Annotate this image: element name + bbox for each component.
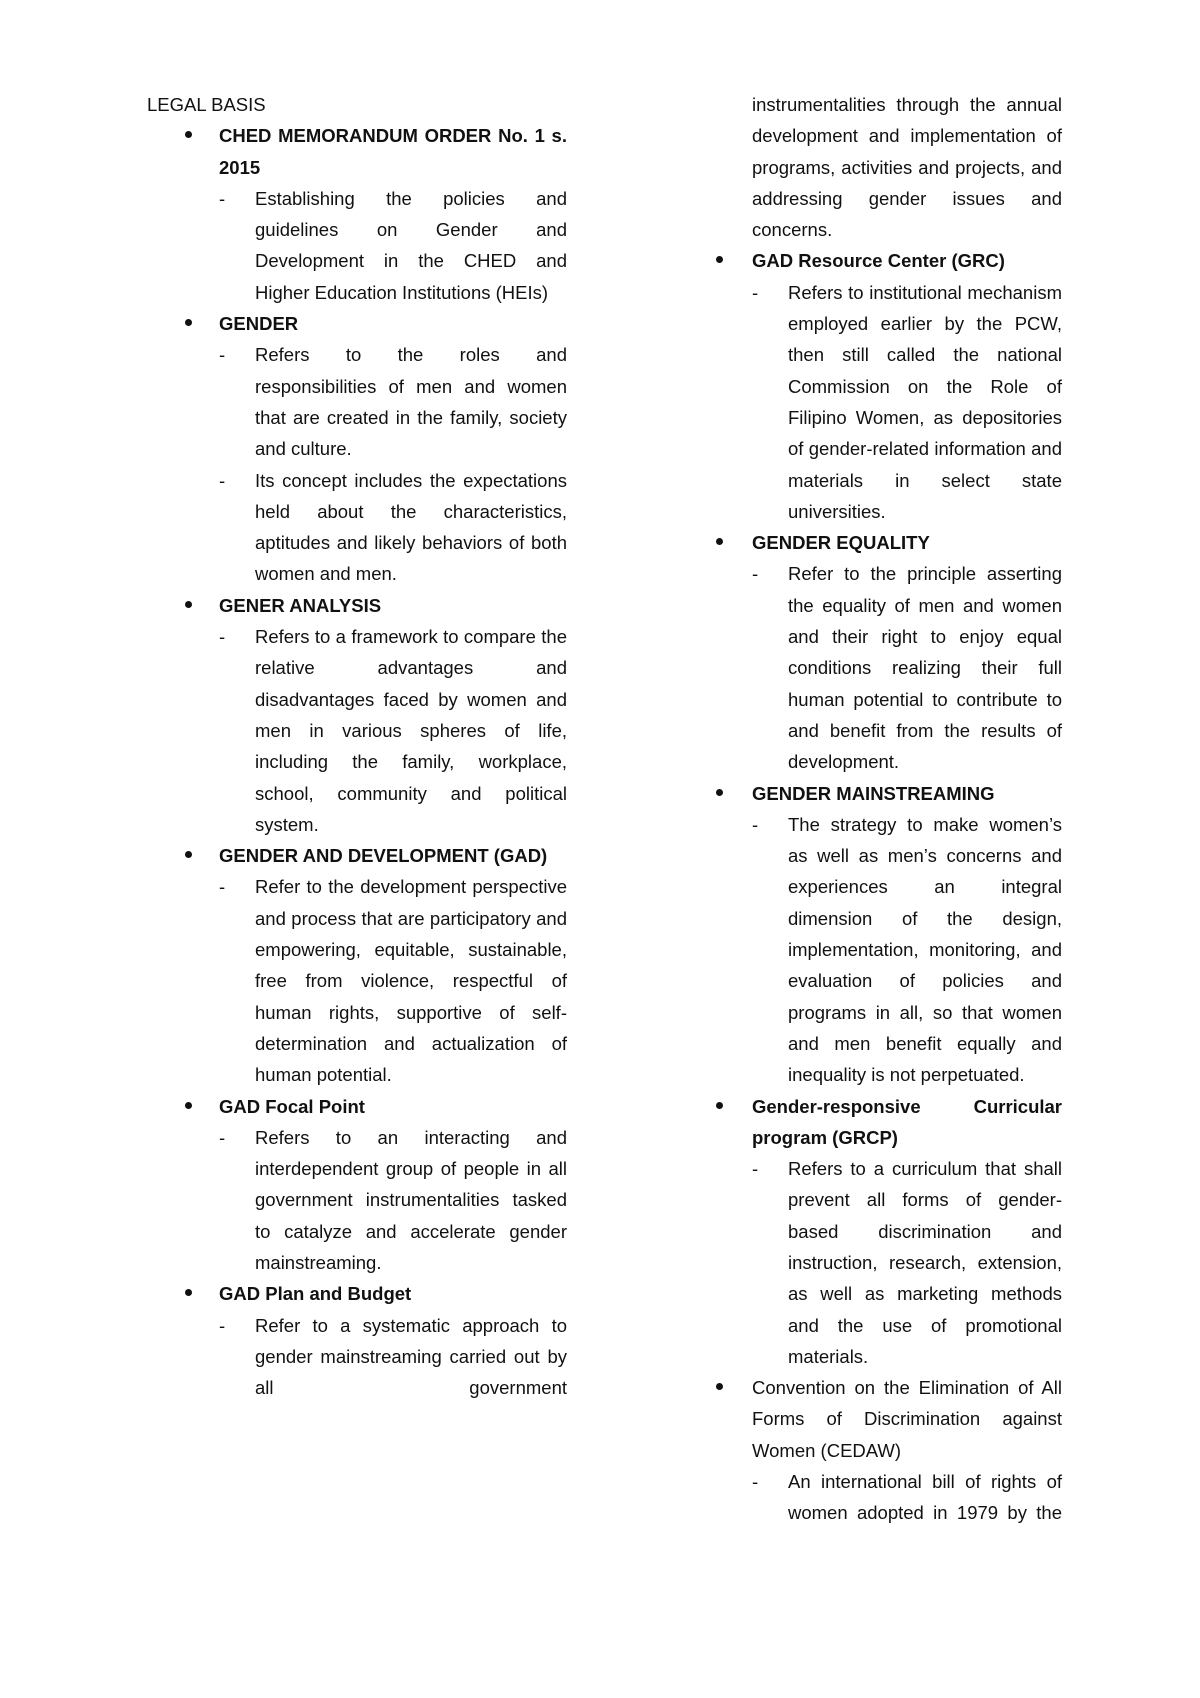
term-title: Convention on the Elimination of All Forms of Discrimination against Women (CEDAW)	[752, 1377, 1062, 1461]
definition: - Refer to a systematic approach to gender mainstreaming carried out by all government	[219, 1314, 567, 1399]
bullet-icon	[185, 1102, 192, 1109]
bullet-icon	[716, 789, 723, 796]
definition: - Its concept includes the expectations held about the characteristics, aptitudes and likely behaviors of both women and men.	[219, 469, 567, 585]
left-column	[147, 89, 567, 1403]
list-item	[147, 590, 567, 840]
list-item	[147, 1091, 567, 1279]
list-item	[147, 120, 567, 308]
term-title: GENDER AND DEVELOPMENT (GAD)	[219, 845, 548, 867]
list-item	[680, 527, 1062, 777]
definition: - Refers to a framework to compare the relative advantages and disadvantages faced by women and men in various spheres of life, including the family, workplace, school, community and political system.	[219, 626, 567, 835]
definition: - Refers to a curriculum that shall prevent all forms of gender-based discrimination and instruction, research, extension, as well as marketing methods and the use of promotional materials.	[752, 1158, 1062, 1367]
bullet-icon	[716, 256, 723, 263]
definition: - Refer to the principle asserting the equality of men and women and their right to enjoy equal conditions realizing their full human potential to contribute to and benefit from the results of development.	[752, 563, 1062, 773]
bullet-icon	[716, 1102, 723, 1109]
definition: - The strategy to make women’s as well as men’s concerns and experiences an integral dimension of the design, implementation, monitoring, and evaluation of policies and programs in all, so that women and men benefit equally and inequality is not perpetuated.	[752, 813, 1062, 1086]
definition: - Refer to the development perspective and process that are participatory and empowering, equitable, sustainable, free from violence, respectful of human rights, supportive of self-determination and actualization of human potential.	[219, 876, 567, 1086]
list-item	[680, 1372, 1062, 1528]
list-item	[680, 1091, 1062, 1373]
definition: - Establishing the policies and guidelines on Gender and Development in the CHED and Higher Education Institutions (HEIs)	[219, 187, 567, 303]
term-title: CHED MEMORANDUM ORDER No. 1 s. 2015	[219, 125, 567, 178]
bullet-icon	[185, 319, 192, 326]
definition: - Refers to the roles and responsibilities of men and women that are created in the family, society and culture.	[219, 344, 567, 460]
definition: - Refers to an interacting and interdependent group of people in all government instrumentalities tasked to catalyze and accelerate gender mainstreaming.	[219, 1126, 567, 1273]
bullet-icon	[185, 131, 192, 138]
bullet-icon	[716, 1383, 723, 1390]
list-item	[680, 778, 1062, 1091]
bullet-icon	[185, 601, 192, 608]
term-title: GAD Plan and Budget	[219, 1283, 412, 1305]
term-title: Gender-responsive Curricular program (GRCP)	[752, 1095, 1062, 1148]
bullet-icon	[716, 538, 723, 545]
list-item	[147, 308, 567, 590]
definition: - Refers to institutional mechanism employed earlier by the PCW, then still called the national Commission on the Role of Filipino Women, as depositories of gender-related information and materials in select state universities.	[752, 281, 1062, 522]
bullet-icon	[185, 1289, 192, 1296]
term-title: GENER ANALYSIS	[219, 594, 382, 616]
page-header: LEGAL BASIS	[147, 94, 266, 115]
term-title: GENDER EQUALITY	[752, 532, 930, 554]
list-item	[147, 840, 567, 1090]
right-column	[680, 89, 1062, 1529]
list-item	[680, 245, 1062, 527]
definition: - An international bill of rights of women adopted in 1979 by the	[752, 1471, 1062, 1524]
term-title: GENDER MAINSTREAMING	[752, 782, 995, 804]
term-title: GAD Resource Center (GRC)	[752, 250, 1005, 272]
continued-definition: instrumentalities through the annual development and implementation of programs, activities and projects, and addressing gender issues and concerns.	[752, 94, 1062, 241]
term-title: GENDER	[219, 313, 299, 335]
term-title: GAD Focal Point	[219, 1095, 365, 1117]
bullet-icon	[185, 851, 192, 858]
list-item	[147, 1278, 567, 1403]
